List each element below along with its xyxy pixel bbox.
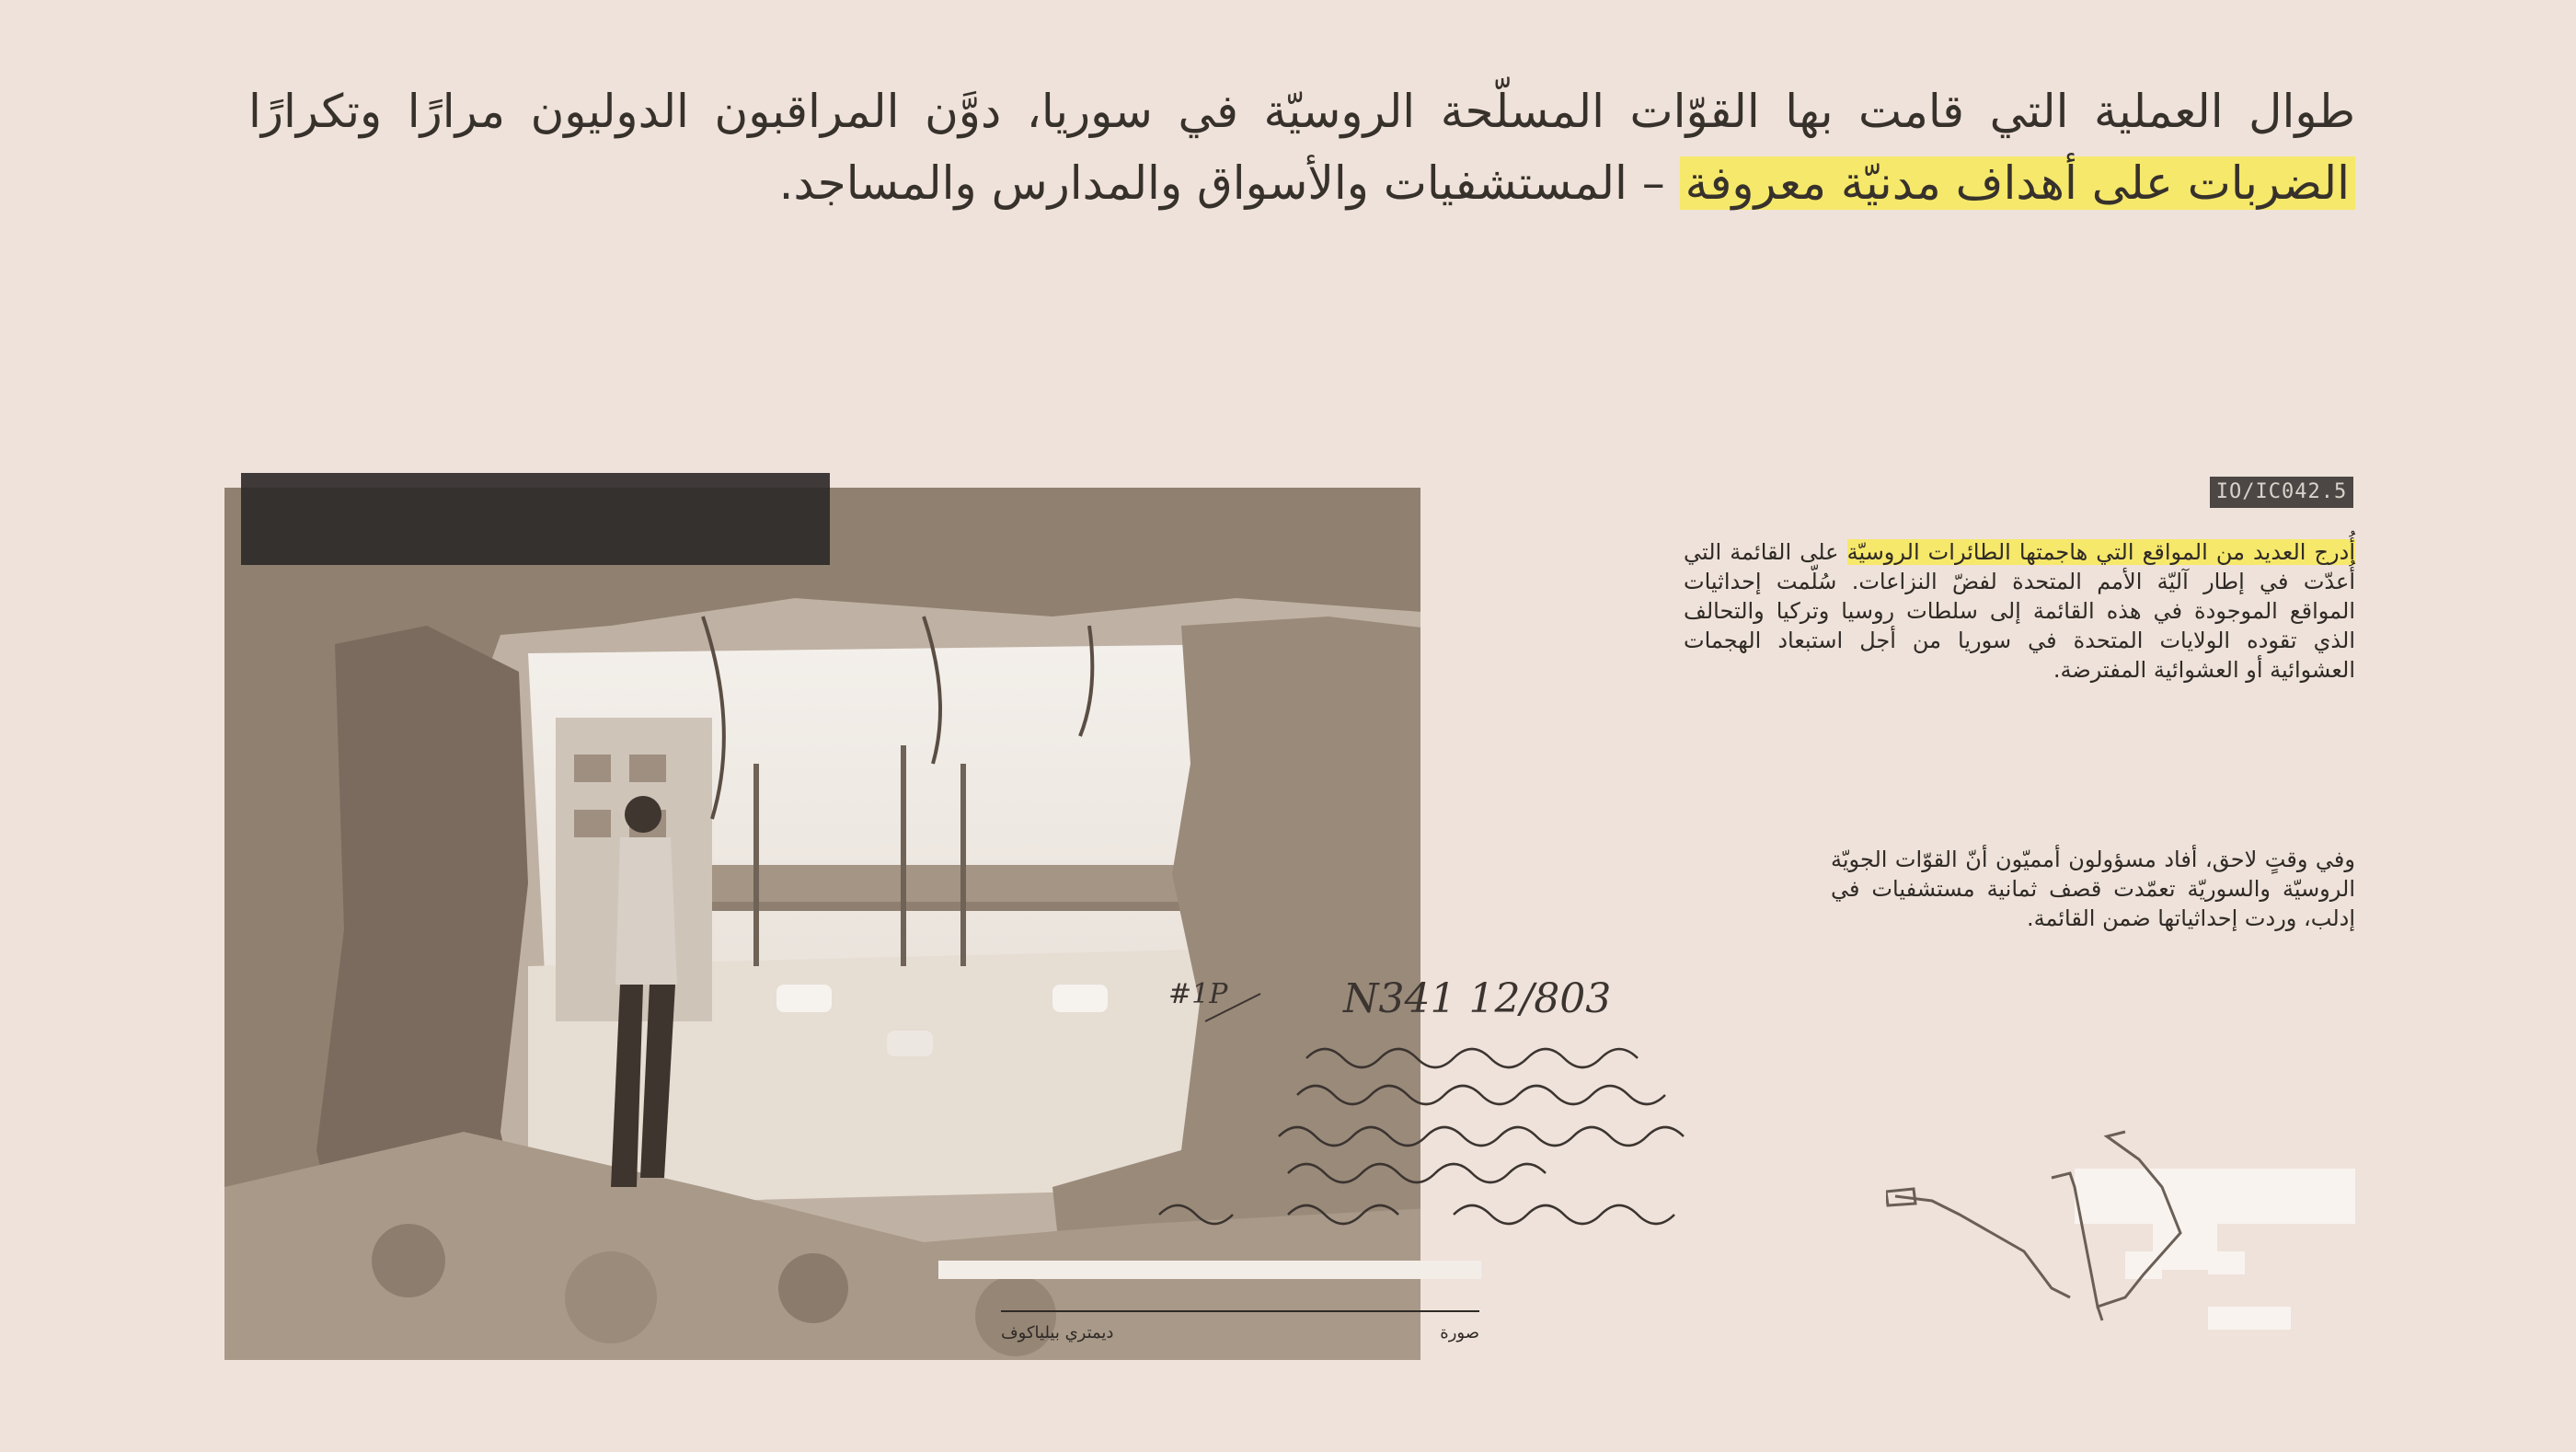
- lead-highlight: الضربات على أهداف مدنيّة معروفة: [1680, 156, 2355, 210]
- handwritten-notes: [1141, 957, 1766, 1251]
- document-stamp: IO/IC042.5: [2210, 477, 2353, 508]
- photo-credit: [1001, 1310, 1479, 1343]
- sidebar-highlight: أُدرج العديد من المواقع التي هاجمتها الطائرات الروسيّة: [1846, 539, 2355, 565]
- sidebar-paragraph-1: [1684, 537, 2355, 685]
- lead-text-after: – المستشفيات والأسواق والمدارس والمساجد.: [778, 156, 1680, 210]
- map-sketch: [1886, 1123, 2364, 1343]
- sidebar-paragraph-2: وفي وقتٍ لاحق، أفاد مسؤولون أمميّون أنّ القوّات الجويّة الروسيّة والسوريّة تعمّدت قصف ثمانية مستشفيات في إدلب، وردت إحداثياتها ضمن القائمة.: [1831, 847, 2355, 931]
- photo-credit-name: ديمتري بيلياكوف: [1001, 1323, 1114, 1343]
- sidebar-paragraph-1-text: على القائمة التي أُعدّت في إطار آليّة الأمم المتحدة لفضّ النزاعات. سُلّمت إحداثيات المواقع الموجودة في هذه القائمة إلى سلطات روسيا وتركيا والتحالف الذي تقوده الولايات المتحدة في سوريا من أجل استبعاد الهجمات العشوائية أو العشوائية المفترضة.: [1684, 539, 2355, 683]
- lead-paragraph: [248, 75, 2355, 219]
- lead-text-before: طوال العملية التي قامت بها القوّات المسلّحة الروسيّة في سوريا، دوَّن المراقبون الدوليون مرارًا وتكرارًا: [248, 85, 2355, 138]
- handwriting-line1: N341 12/803: [1343, 975, 1612, 1022]
- photo-credit-label: صورة: [1440, 1323, 1479, 1343]
- paper-strip: [938, 1261, 1481, 1279]
- redaction-tape: [241, 473, 830, 565]
- handwriting-code: #1P: [1168, 978, 1228, 1010]
